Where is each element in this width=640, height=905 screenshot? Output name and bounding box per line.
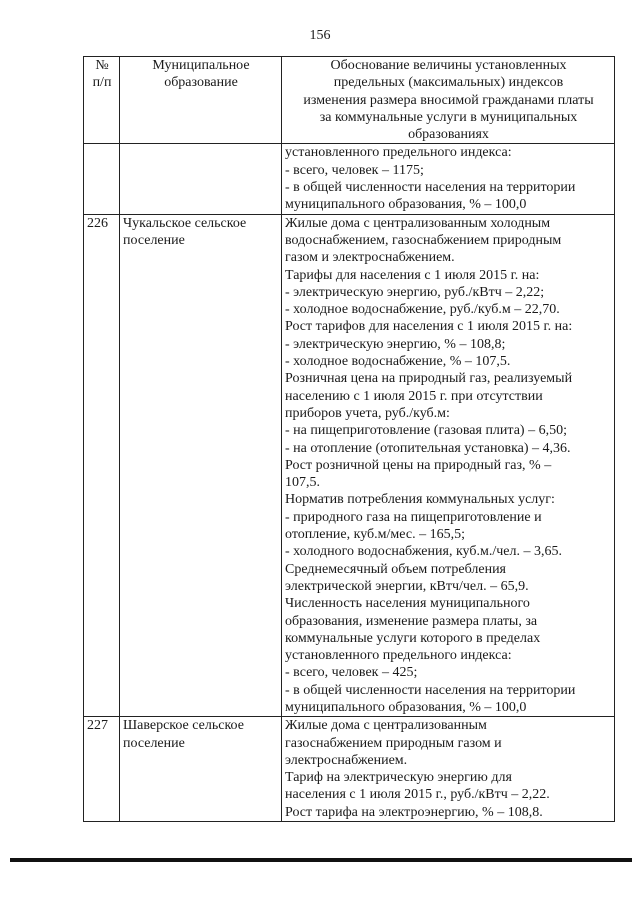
- justification-line: - природного газа на пищеприготовление и: [285, 509, 542, 525]
- justification-line: Тарифы для населения с 1 июля 2015 г. на:: [285, 267, 540, 283]
- table-row: [84, 214, 615, 717]
- justification-line: населения с 1 июля 2015 г., руб./кВтч – 2,22.: [285, 787, 550, 803]
- municipality-cell: [120, 717, 282, 822]
- justification-line: Среднемесячный объем потребления: [285, 561, 506, 577]
- row-number-cell: [84, 144, 120, 214]
- row-number: 227: [87, 718, 108, 734]
- header-municipality-line: образование: [164, 75, 238, 91]
- justification-line: - на пищеприготовление (газовая плита) – 6,50;: [285, 423, 567, 439]
- justification-line: муниципального образования, % – 100,0: [285, 699, 527, 715]
- justification-line: муниципального образования, % – 100,0: [285, 197, 527, 213]
- justification-line: Рост тарифа на электроэнергию, % – 108,8.: [285, 804, 543, 820]
- justification-cell: [282, 144, 615, 214]
- justification-line: Рост тарифов для населения с 1 июля 2015 г. на:: [285, 319, 573, 335]
- header-justification-line: Обоснование величины установленных: [330, 58, 567, 73]
- row-number-cell: [84, 214, 120, 717]
- table-header-row: [84, 57, 615, 144]
- tariff-table: [83, 56, 615, 822]
- justification-line: - в общей численности населения на территории: [285, 180, 576, 196]
- justification-line: населению с 1 июля 2015 г. при отсутствии: [285, 388, 543, 404]
- justification-line: газом и электроснабжением.: [285, 250, 455, 266]
- table-row: [84, 717, 615, 822]
- municipality-name-line: Шаверское сельское: [123, 718, 244, 734]
- municipality-name-line: поселение: [123, 735, 185, 751]
- justification-line: приборов учета, руб./куб.м:: [285, 405, 450, 421]
- justification-line: - электрическую энергию, % – 108,8;: [285, 336, 506, 352]
- header-number-cell: [84, 57, 120, 144]
- justification-cell: [282, 214, 615, 717]
- justification-line: 107,5.: [285, 475, 320, 491]
- justification-line: Жилые дома с централизованным: [285, 718, 487, 734]
- header-municipality-line: Муниципальное: [152, 58, 250, 73]
- municipality-name-line: поселение: [123, 232, 185, 248]
- justification-line: электрической энергии, кВтч/чел. – 65,9.: [285, 578, 529, 594]
- header-justification-line: образованиях: [408, 127, 489, 143]
- header-municipality-cell: [120, 57, 282, 144]
- justification-line: - в общей численности населения на территории: [285, 682, 576, 698]
- page-number: 156: [309, 28, 331, 43]
- justification-line: - холодное водоснабжение, руб./куб.м – 22,70.: [285, 302, 560, 318]
- header-number-line: п/п: [92, 75, 112, 91]
- justification-line: газоснабжением природным газом и: [285, 735, 502, 751]
- header-number-line: №: [95, 58, 109, 73]
- row-number: 226: [87, 215, 108, 231]
- justification-cell: [282, 717, 615, 822]
- justification-line: Рост розничной цены на природный газ, % –: [285, 457, 552, 473]
- header-justification-line: изменения размера вносимой гражданами платы: [303, 92, 594, 108]
- justification-line: - на отопление (отопительная установка) – 4,36.: [285, 440, 571, 456]
- justification-line: установленного предельного индекса:: [285, 145, 512, 161]
- justification-line: Численность населения муниципального: [285, 596, 530, 612]
- page-bottom-rule: [10, 858, 632, 862]
- justification-line: - холодное водоснабжение, % – 107,5.: [285, 354, 511, 370]
- justification-line: - холодного водоснабжения, куб.м./чел. – 3,65.: [285, 544, 562, 560]
- justification-line: отопление, куб.м/мес. – 165,5;: [285, 527, 465, 543]
- justification-line: установленного предельного индекса:: [285, 648, 512, 664]
- table-row: [84, 144, 615, 214]
- justification-line: водоснабжением, газоснабжением природным: [285, 232, 562, 248]
- header-justification-cell: [282, 57, 615, 144]
- header-justification-line: предельных (максимальных) индексов: [333, 75, 564, 91]
- municipality-cell: [120, 214, 282, 717]
- justification-line: - всего, человек – 425;: [285, 665, 418, 681]
- justification-line: электроснабжением.: [285, 752, 408, 768]
- justification-line: Жилые дома с централизованным холодным: [285, 215, 551, 231]
- municipality-name-line: Чукальское сельское: [123, 215, 247, 231]
- justification-line: Тариф на электрическую энергию для: [285, 770, 512, 786]
- justification-line: - электрическую энергию, руб./кВтч – 2,22;: [285, 284, 545, 300]
- header-justification-line: за коммунальные услуги в муниципальных: [319, 109, 578, 125]
- justification-line: Норматив потребления коммунальных услуг:: [285, 492, 555, 508]
- justification-line: образования, изменение размера платы, за: [285, 613, 538, 629]
- municipality-cell: [120, 144, 282, 214]
- row-number-cell: [84, 717, 120, 822]
- justification-line: коммунальные услуги которого в пределах: [285, 630, 541, 646]
- justification-line: Розничная цена на природный газ, реализуемый: [285, 371, 573, 387]
- justification-line: - всего, человек – 1175;: [285, 162, 424, 178]
